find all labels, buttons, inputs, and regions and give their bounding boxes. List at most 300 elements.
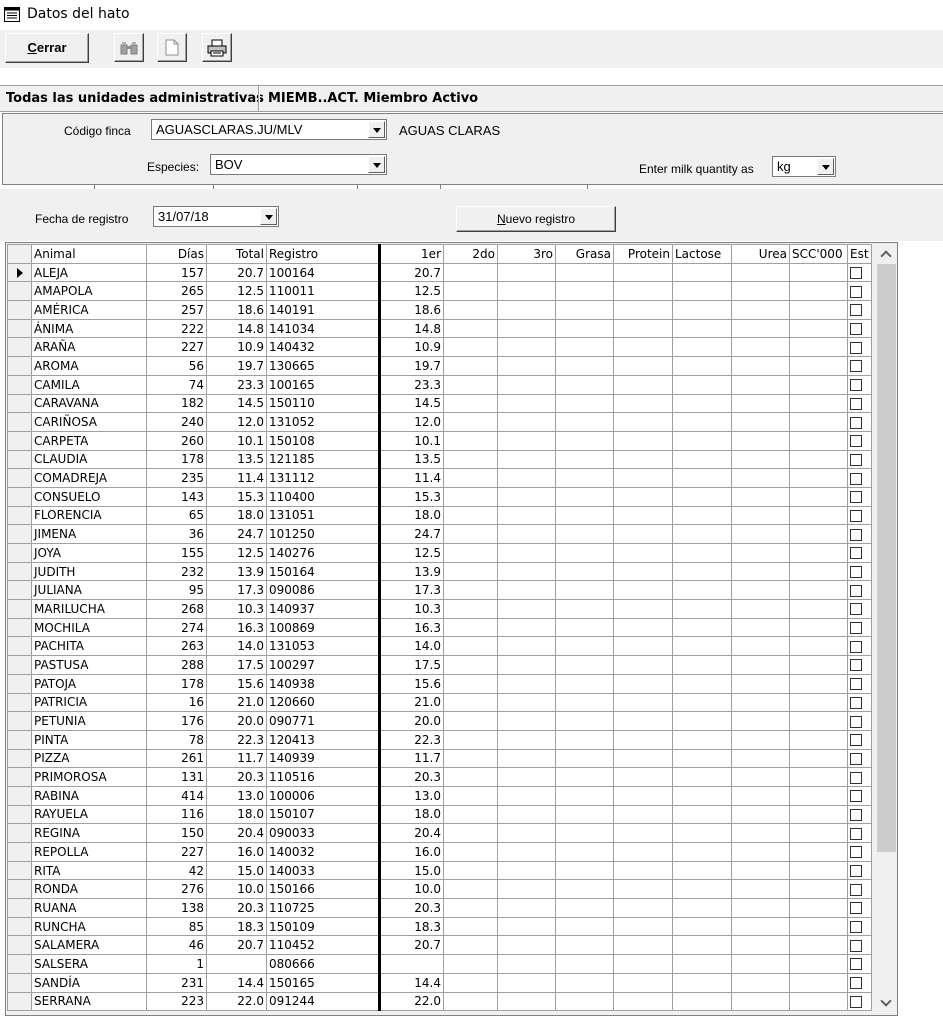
protein-cell[interactable] (614, 843, 673, 862)
urea-cell[interactable] (732, 843, 790, 862)
est-checkbox[interactable] (850, 790, 862, 802)
row-selector[interactable] (8, 861, 32, 880)
est-checkbox[interactable] (850, 772, 862, 784)
days-cell[interactable]: 178 (147, 450, 207, 469)
first-milking-cell[interactable]: 15.3 (380, 487, 444, 506)
table-row[interactable] (8, 357, 872, 376)
est-cell[interactable] (848, 263, 872, 282)
animal-cell[interactable]: MOCHILA (32, 618, 147, 637)
total-cell[interactable]: 20.7 (207, 936, 267, 955)
urea-cell[interactable] (732, 394, 790, 413)
first-milking-cell[interactable]: 20.7 (380, 936, 444, 955)
animal-cell[interactable]: PASTUSA (32, 656, 147, 675)
total-cell[interactable]: 15.0 (207, 861, 267, 880)
days-cell[interactable]: 1 (147, 955, 207, 974)
first-milking-cell[interactable]: 14.5 (380, 394, 444, 413)
protein-cell[interactable] (614, 301, 673, 320)
animal-cell[interactable]: REPOLLA (32, 843, 147, 862)
days-cell[interactable]: 257 (147, 301, 207, 320)
total-cell[interactable]: 15.6 (207, 674, 267, 693)
row-selector[interactable] (8, 992, 32, 1011)
est-cell[interactable] (848, 600, 872, 619)
table-row[interactable] (8, 899, 872, 918)
urea-cell[interactable] (732, 973, 790, 992)
table-row[interactable] (8, 618, 872, 637)
third-milking-cell[interactable] (498, 674, 556, 693)
row-selector[interactable] (8, 899, 32, 918)
days-cell[interactable]: 176 (147, 712, 207, 731)
protein-cell[interactable] (614, 749, 673, 768)
third-milking-cell[interactable] (498, 413, 556, 432)
est-checkbox[interactable] (850, 846, 862, 858)
lactose-cell[interactable] (673, 301, 732, 320)
col-header-est[interactable]: Est (848, 245, 872, 264)
fat-cell[interactable] (556, 562, 614, 581)
est-checkbox[interactable] (850, 267, 862, 279)
lactose-cell[interactable] (673, 824, 732, 843)
animal-cell[interactable]: FLORENCIA (32, 506, 147, 525)
row-selector[interactable] (8, 394, 32, 413)
protein-cell[interactable] (614, 357, 673, 376)
third-milking-cell[interactable] (498, 768, 556, 787)
scc-cell[interactable] (790, 618, 848, 637)
total-cell[interactable]: 16.0 (207, 843, 267, 862)
est-checkbox[interactable] (850, 734, 862, 746)
days-cell[interactable]: 231 (147, 973, 207, 992)
days-cell[interactable]: 150 (147, 824, 207, 843)
days-cell[interactable]: 261 (147, 749, 207, 768)
animal-cell[interactable]: CLAUDIA (32, 450, 147, 469)
est-checkbox[interactable] (850, 286, 862, 298)
first-milking-cell[interactable]: 21.0 (380, 693, 444, 712)
registro-cell[interactable]: 100165 (267, 375, 380, 394)
scc-cell[interactable] (790, 674, 848, 693)
lactose-cell[interactable] (673, 693, 732, 712)
est-checkbox[interactable] (850, 996, 862, 1008)
lactose-cell[interactable] (673, 600, 732, 619)
fat-cell[interactable] (556, 786, 614, 805)
fat-cell[interactable] (556, 712, 614, 731)
fat-cell[interactable] (556, 263, 614, 282)
scroll-thumb[interactable] (876, 263, 897, 853)
row-selector[interactable] (8, 693, 32, 712)
grid-scrollbar[interactable] (876, 243, 897, 1014)
animal-cell[interactable]: PETUNIA (32, 712, 147, 731)
urea-cell[interactable] (732, 955, 790, 974)
lactose-cell[interactable] (673, 861, 732, 880)
urea-cell[interactable] (732, 992, 790, 1011)
registro-cell[interactable]: 121185 (267, 450, 380, 469)
protein-cell[interactable] (614, 730, 673, 749)
animal-cell[interactable]: JULIANA (32, 581, 147, 600)
third-milking-cell[interactable] (498, 375, 556, 394)
second-milking-cell[interactable] (444, 880, 498, 899)
table-row[interactable] (8, 581, 872, 600)
first-milking-cell[interactable] (380, 955, 444, 974)
scc-cell[interactable] (790, 301, 848, 320)
lactose-cell[interactable] (673, 450, 732, 469)
est-cell[interactable] (848, 880, 872, 899)
table-row[interactable] (8, 506, 872, 525)
est-cell[interactable] (848, 824, 872, 843)
row-selector[interactable] (8, 768, 32, 787)
animal-cell[interactable]: AROMA (32, 357, 147, 376)
days-cell[interactable]: 56 (147, 357, 207, 376)
days-cell[interactable]: 288 (147, 656, 207, 675)
col-header-lactose[interactable]: Lactose (673, 245, 732, 264)
fat-cell[interactable] (556, 319, 614, 338)
total-cell[interactable]: 20.3 (207, 768, 267, 787)
est-checkbox[interactable] (850, 398, 862, 410)
scc-cell[interactable] (790, 562, 848, 581)
est-cell[interactable] (848, 936, 872, 955)
third-milking-cell[interactable] (498, 618, 556, 637)
third-milking-cell[interactable] (498, 263, 556, 282)
urea-cell[interactable] (732, 301, 790, 320)
total-cell[interactable]: 12.5 (207, 544, 267, 563)
row-selector[interactable] (8, 431, 32, 450)
third-milking-cell[interactable] (498, 487, 556, 506)
animal-cell[interactable]: PINTA (32, 730, 147, 749)
est-cell[interactable] (848, 768, 872, 787)
animal-cell[interactable]: REGINA (32, 824, 147, 843)
est-checkbox[interactable] (850, 417, 862, 429)
first-milking-cell[interactable]: 20.7 (380, 263, 444, 282)
animal-cell[interactable]: PRIMOROSA (32, 768, 147, 787)
registro-cell[interactable]: 150166 (267, 880, 380, 899)
est-cell[interactable] (848, 581, 872, 600)
first-milking-cell[interactable]: 13.0 (380, 786, 444, 805)
lactose-cell[interactable] (673, 973, 732, 992)
row-selector[interactable] (8, 637, 32, 656)
milk-unit-select[interactable] (772, 156, 836, 177)
protein-cell[interactable] (614, 562, 673, 581)
row-selector[interactable] (8, 880, 32, 899)
animal-cell[interactable]: ALEJA (32, 263, 147, 282)
est-checkbox[interactable] (850, 603, 862, 615)
lactose-cell[interactable] (673, 786, 732, 805)
table-row[interactable] (8, 786, 872, 805)
scc-cell[interactable] (790, 431, 848, 450)
est-checkbox[interactable] (850, 828, 862, 840)
lactose-cell[interactable] (673, 656, 732, 675)
protein-cell[interactable] (614, 861, 673, 880)
protein-cell[interactable] (614, 880, 673, 899)
scc-cell[interactable] (790, 786, 848, 805)
table-row[interactable] (8, 394, 872, 413)
table-row[interactable] (8, 450, 872, 469)
table-row[interactable] (8, 712, 872, 731)
scc-cell[interactable] (790, 581, 848, 600)
fat-cell[interactable] (556, 394, 614, 413)
third-milking-cell[interactable] (498, 693, 556, 712)
registro-cell[interactable]: 131052 (267, 413, 380, 432)
scroll-down-button[interactable] (876, 994, 897, 1014)
est-cell[interactable] (848, 955, 872, 974)
scc-cell[interactable] (790, 712, 848, 731)
est-checkbox[interactable] (850, 547, 862, 559)
row-selector[interactable] (8, 955, 32, 974)
total-cell[interactable]: 17.5 (207, 656, 267, 675)
fat-cell[interactable] (556, 375, 614, 394)
scc-cell[interactable] (790, 637, 848, 656)
row-selector[interactable] (8, 450, 32, 469)
row-selector[interactable] (8, 730, 32, 749)
est-checkbox[interactable] (850, 360, 862, 372)
urea-cell[interactable] (732, 861, 790, 880)
animal-cell[interactable]: COMADREJA (32, 469, 147, 488)
total-cell[interactable]: 20.3 (207, 899, 267, 918)
animal-cell[interactable]: RAYUELA (32, 805, 147, 824)
protein-cell[interactable] (614, 936, 673, 955)
col-header-grasa[interactable]: Grasa (556, 245, 614, 264)
scc-cell[interactable] (790, 450, 848, 469)
est-checkbox[interactable] (850, 435, 862, 447)
days-cell[interactable]: 414 (147, 786, 207, 805)
second-milking-cell[interactable] (444, 450, 498, 469)
days-cell[interactable]: 78 (147, 730, 207, 749)
third-milking-cell[interactable] (498, 637, 556, 656)
urea-cell[interactable] (732, 656, 790, 675)
third-milking-cell[interactable] (498, 282, 556, 301)
est-checkbox[interactable] (850, 716, 862, 728)
days-cell[interactable]: 131 (147, 768, 207, 787)
urea-cell[interactable] (732, 263, 790, 282)
est-cell[interactable] (848, 805, 872, 824)
total-cell[interactable]: 16.3 (207, 618, 267, 637)
third-milking-cell[interactable] (498, 600, 556, 619)
first-milking-cell[interactable]: 19.7 (380, 357, 444, 376)
est-cell[interactable] (848, 282, 872, 301)
second-milking-cell[interactable] (444, 805, 498, 824)
est-checkbox[interactable] (850, 659, 862, 671)
protein-cell[interactable] (614, 786, 673, 805)
est-cell[interactable] (848, 730, 872, 749)
registro-cell[interactable]: 090033 (267, 824, 380, 843)
row-selector[interactable] (8, 936, 32, 955)
days-cell[interactable]: 178 (147, 674, 207, 693)
scc-cell[interactable] (790, 749, 848, 768)
urea-cell[interactable] (732, 936, 790, 955)
urea-cell[interactable] (732, 899, 790, 918)
registro-cell[interactable]: 110400 (267, 487, 380, 506)
days-cell[interactable]: 276 (147, 880, 207, 899)
first-milking-cell[interactable]: 12.0 (380, 413, 444, 432)
col-header-total[interactable]: Total (207, 245, 267, 264)
total-cell[interactable]: 10.1 (207, 431, 267, 450)
table-row[interactable] (8, 282, 872, 301)
animal-cell[interactable]: AMAPOLA (32, 282, 147, 301)
fat-cell[interactable] (556, 487, 614, 506)
protein-cell[interactable] (614, 824, 673, 843)
table-row[interactable] (8, 824, 872, 843)
table-row[interactable] (8, 693, 872, 712)
protein-cell[interactable] (614, 394, 673, 413)
scc-cell[interactable] (790, 936, 848, 955)
table-row[interactable] (8, 656, 872, 675)
animal-cell[interactable]: CARPETA (32, 431, 147, 450)
first-milking-cell[interactable]: 18.6 (380, 301, 444, 320)
table-row[interactable] (8, 338, 872, 357)
registro-cell[interactable]: 140939 (267, 749, 380, 768)
second-milking-cell[interactable] (444, 693, 498, 712)
est-cell[interactable] (848, 843, 872, 862)
days-cell[interactable]: 42 (147, 861, 207, 880)
est-cell[interactable] (848, 394, 872, 413)
table-row[interactable] (8, 544, 872, 563)
third-milking-cell[interactable] (498, 992, 556, 1011)
days-cell[interactable]: 227 (147, 843, 207, 862)
third-milking-cell[interactable] (498, 730, 556, 749)
fat-cell[interactable] (556, 581, 614, 600)
days-cell[interactable]: 265 (147, 282, 207, 301)
total-cell[interactable]: 15.3 (207, 487, 267, 506)
row-selector[interactable] (8, 618, 32, 637)
table-row[interactable] (8, 730, 872, 749)
lactose-cell[interactable] (673, 805, 732, 824)
species-select[interactable] (210, 154, 387, 175)
table-row[interactable] (8, 413, 872, 432)
second-milking-cell[interactable] (444, 375, 498, 394)
scc-cell[interactable] (790, 973, 848, 992)
table-row[interactable] (8, 992, 872, 1011)
second-milking-cell[interactable] (444, 861, 498, 880)
registro-cell[interactable]: 150108 (267, 431, 380, 450)
total-cell[interactable]: 14.8 (207, 319, 267, 338)
first-milking-cell[interactable]: 14.0 (380, 637, 444, 656)
row-selector[interactable] (8, 525, 32, 544)
protein-cell[interactable] (614, 712, 673, 731)
current-row-indicator[interactable] (8, 263, 32, 282)
row-selector[interactable] (8, 469, 32, 488)
second-milking-cell[interactable] (444, 786, 498, 805)
farm-code-select[interactable] (151, 119, 387, 140)
second-milking-cell[interactable] (444, 730, 498, 749)
protein-cell[interactable] (614, 674, 673, 693)
second-milking-cell[interactable] (444, 600, 498, 619)
est-checkbox[interactable] (850, 491, 862, 503)
registro-cell[interactable]: 140432 (267, 338, 380, 357)
urea-cell[interactable] (732, 282, 790, 301)
lactose-cell[interactable] (673, 525, 732, 544)
total-cell[interactable] (207, 955, 267, 974)
row-selector[interactable] (8, 749, 32, 768)
row-selector[interactable] (8, 805, 32, 824)
protein-cell[interactable] (614, 899, 673, 918)
third-milking-cell[interactable] (498, 712, 556, 731)
first-milking-cell[interactable]: 16.0 (380, 843, 444, 862)
urea-cell[interactable] (732, 637, 790, 656)
first-milking-cell[interactable]: 10.1 (380, 431, 444, 450)
est-checkbox[interactable] (850, 529, 862, 541)
registro-cell[interactable]: 110011 (267, 282, 380, 301)
total-cell[interactable]: 17.3 (207, 581, 267, 600)
registro-cell[interactable]: 110725 (267, 899, 380, 918)
est-checkbox[interactable] (850, 902, 862, 914)
total-cell[interactable]: 20.7 (207, 263, 267, 282)
est-cell[interactable] (848, 656, 872, 675)
urea-cell[interactable] (732, 506, 790, 525)
urea-cell[interactable] (732, 693, 790, 712)
fat-cell[interactable] (556, 282, 614, 301)
animal-cell[interactable]: SALAMERA (32, 936, 147, 955)
est-cell[interactable] (848, 712, 872, 731)
protein-cell[interactable] (614, 525, 673, 544)
est-checkbox[interactable] (850, 753, 862, 765)
table-row[interactable] (8, 674, 872, 693)
animal-cell[interactable]: RABINA (32, 786, 147, 805)
col-header-3ro[interactable]: 3ro (498, 245, 556, 264)
second-milking-cell[interactable] (444, 618, 498, 637)
first-milking-cell[interactable]: 12.5 (380, 544, 444, 563)
protein-cell[interactable] (614, 581, 673, 600)
scc-cell[interactable] (790, 656, 848, 675)
table-row[interactable] (8, 487, 872, 506)
protein-cell[interactable] (614, 319, 673, 338)
protein-cell[interactable] (614, 637, 673, 656)
col-header-animal[interactable]: Animal (32, 245, 147, 264)
row-selector[interactable] (8, 712, 32, 731)
second-milking-cell[interactable] (444, 899, 498, 918)
first-milking-cell[interactable]: 11.7 (380, 749, 444, 768)
scc-cell[interactable] (790, 992, 848, 1011)
scc-cell[interactable] (790, 600, 848, 619)
days-cell[interactable]: 223 (147, 992, 207, 1011)
col-header-1er[interactable]: 1er (380, 245, 444, 264)
table-row[interactable] (8, 562, 872, 581)
second-milking-cell[interactable] (444, 992, 498, 1011)
new-record-button[interactable] (456, 206, 616, 232)
row-selector[interactable] (8, 581, 32, 600)
urea-cell[interactable] (732, 618, 790, 637)
lactose-cell[interactable] (673, 992, 732, 1011)
lactose-cell[interactable] (673, 730, 732, 749)
lactose-cell[interactable] (673, 581, 732, 600)
est-cell[interactable] (848, 637, 872, 656)
registro-cell[interactable]: 100164 (267, 263, 380, 282)
registro-cell[interactable]: 110516 (267, 768, 380, 787)
est-checkbox[interactable] (850, 379, 862, 391)
third-milking-cell[interactable] (498, 506, 556, 525)
second-milking-cell[interactable] (444, 749, 498, 768)
fat-cell[interactable] (556, 450, 614, 469)
record-date-picker[interactable] (153, 206, 279, 227)
protein-cell[interactable] (614, 768, 673, 787)
est-checkbox[interactable] (850, 323, 862, 335)
lactose-cell[interactable] (673, 357, 732, 376)
protein-cell[interactable] (614, 600, 673, 619)
est-cell[interactable] (848, 375, 872, 394)
find-button[interactable] (114, 33, 144, 62)
second-milking-cell[interactable] (444, 413, 498, 432)
first-milking-cell[interactable]: 10.3 (380, 600, 444, 619)
scc-cell[interactable] (790, 824, 848, 843)
scc-cell[interactable] (790, 544, 848, 563)
third-milking-cell[interactable] (498, 936, 556, 955)
fat-cell[interactable] (556, 431, 614, 450)
est-checkbox[interactable] (850, 865, 862, 877)
second-milking-cell[interactable] (444, 581, 498, 600)
registro-cell[interactable]: 120413 (267, 730, 380, 749)
second-milking-cell[interactable] (444, 263, 498, 282)
scc-cell[interactable] (790, 525, 848, 544)
registro-cell[interactable]: 130665 (267, 357, 380, 376)
third-milking-cell[interactable] (498, 955, 556, 974)
first-milking-cell[interactable]: 18.0 (380, 805, 444, 824)
lactose-cell[interactable] (673, 544, 732, 563)
lactose-cell[interactable] (673, 955, 732, 974)
third-milking-cell[interactable] (498, 749, 556, 768)
